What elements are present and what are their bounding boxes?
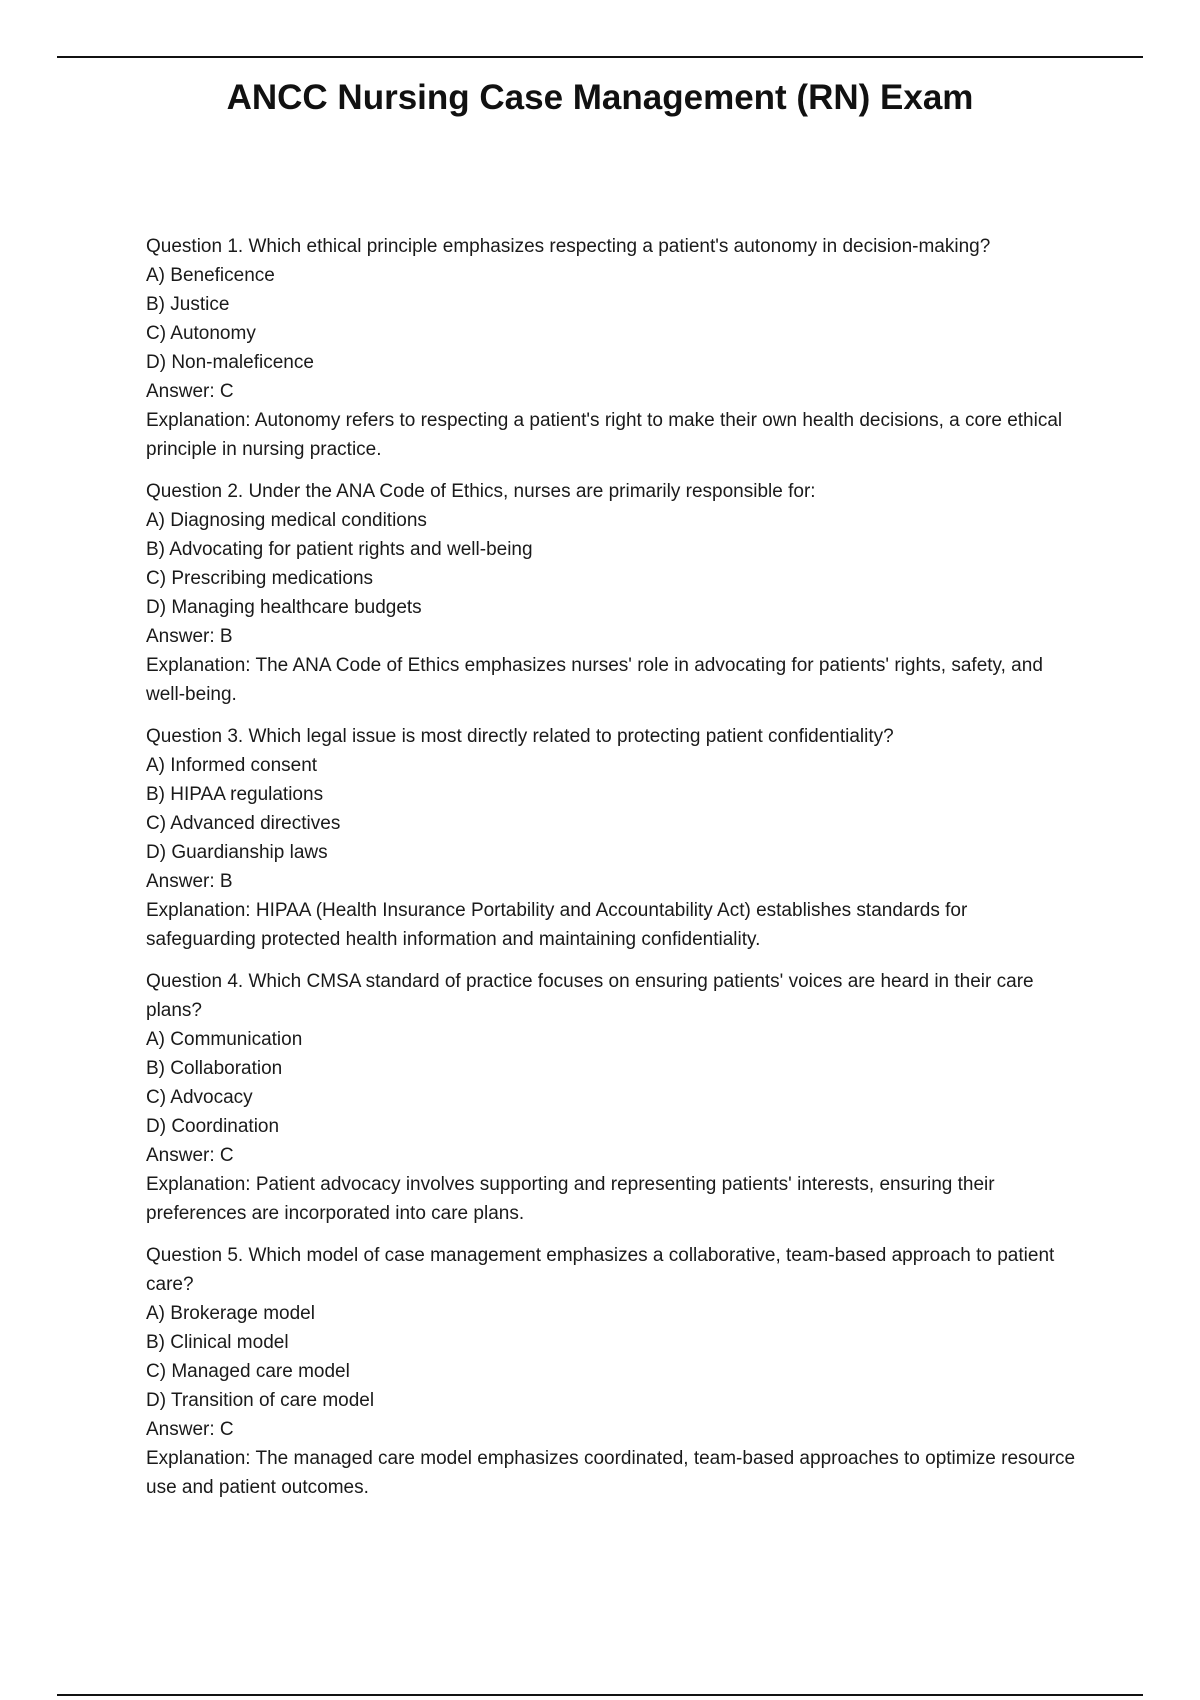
answer-key: Answer: B — [146, 871, 233, 892]
answer-options — [146, 261, 1076, 377]
top-divider — [57, 56, 1143, 58]
answer-option: B) Clinical model — [146, 1332, 289, 1353]
question-block — [146, 1241, 1076, 1502]
question-prompt: Question 4. Which CMSA standard of practice focuses on ensuring patients' voices are heard in their care plans? — [146, 971, 1034, 1021]
answer-explanation: Explanation: The managed care model emphasizes coordinated, team-based approaches to optimize resource use and patient outcomes. — [146, 1448, 1076, 1498]
answer-key: Answer: B — [146, 626, 233, 647]
answer-explanation: Explanation: Autonomy refers to respecting a patient's right to make their own health decisions, a core ethical principle in nursing practice. — [146, 410, 1063, 460]
answer-key: Answer: C — [146, 381, 234, 402]
answer-key: Answer: C — [146, 1145, 234, 1166]
question-prompt: Question 2. Under the ANA Code of Ethics, nurses are primarily responsible for: — [146, 481, 816, 502]
answer-option: C) Autonomy — [146, 323, 256, 344]
answer-option: B) Justice — [146, 294, 230, 315]
answer-option: D) Guardianship laws — [146, 842, 328, 863]
document-title: ANCC Nursing Case Management (RN) Exam — [226, 78, 974, 117]
bottom-divider — [57, 1694, 1143, 1696]
answer-option: A) Diagnosing medical conditions — [146, 510, 427, 531]
answer-option: D) Coordination — [146, 1116, 280, 1137]
answer-option: A) Brokerage model — [146, 1303, 315, 1324]
answer-option: C) Prescribing medications — [146, 568, 374, 589]
answer-option: C) Advocacy — [146, 1087, 253, 1108]
question-block — [146, 967, 1076, 1228]
answer-options — [146, 1025, 1076, 1141]
question-prompt: Question 3. Which legal issue is most directly related to protecting patient confidentiality? — [146, 726, 894, 747]
answer-explanation: Explanation: The ANA Code of Ethics emphasizes nurses' role in advocating for patients' rights, safety, and well-being. — [146, 655, 1043, 705]
answer-option: B) HIPAA regulations — [146, 784, 324, 805]
question-list — [146, 232, 1076, 1515]
answer-options — [146, 1299, 1076, 1415]
answer-option: C) Managed care model — [146, 1361, 350, 1382]
answer-option: A) Informed consent — [146, 755, 318, 776]
answer-option: D) Transition of care model — [146, 1390, 375, 1411]
answer-key: Answer: C — [146, 1419, 234, 1440]
question-block — [146, 722, 1076, 954]
question-prompt: Question 1. Which ethical principle emphasizes respecting a patient's autonomy in decision-making? — [146, 236, 991, 257]
answer-option: C) Advanced directives — [146, 813, 341, 834]
answer-option: B) Advocating for patient rights and well-being — [146, 539, 533, 560]
answer-option: A) Beneficence — [146, 265, 275, 286]
answer-explanation: Explanation: Patient advocacy involves supporting and representing patients' interests, ensuring their preferences are incorporated into care plans. — [146, 1174, 995, 1224]
question-block — [146, 477, 1076, 709]
answer-explanation: Explanation: HIPAA (Health Insurance Portability and Accountability Act) establishes standards for safeguarding protected health information and maintaining confidentiality. — [146, 900, 968, 950]
question-block — [146, 232, 1076, 464]
answer-option: D) Non-maleficence — [146, 352, 314, 373]
answer-options — [146, 506, 1076, 622]
answer-option: B) Collaboration — [146, 1058, 283, 1079]
question-prompt: Question 5. Which model of case management emphasizes a collaborative, team-based approach to patient care? — [146, 1245, 1055, 1295]
answer-option: D) Managing healthcare budgets — [146, 597, 422, 618]
answer-options — [146, 751, 1076, 867]
answer-option: A) Communication — [146, 1029, 303, 1050]
